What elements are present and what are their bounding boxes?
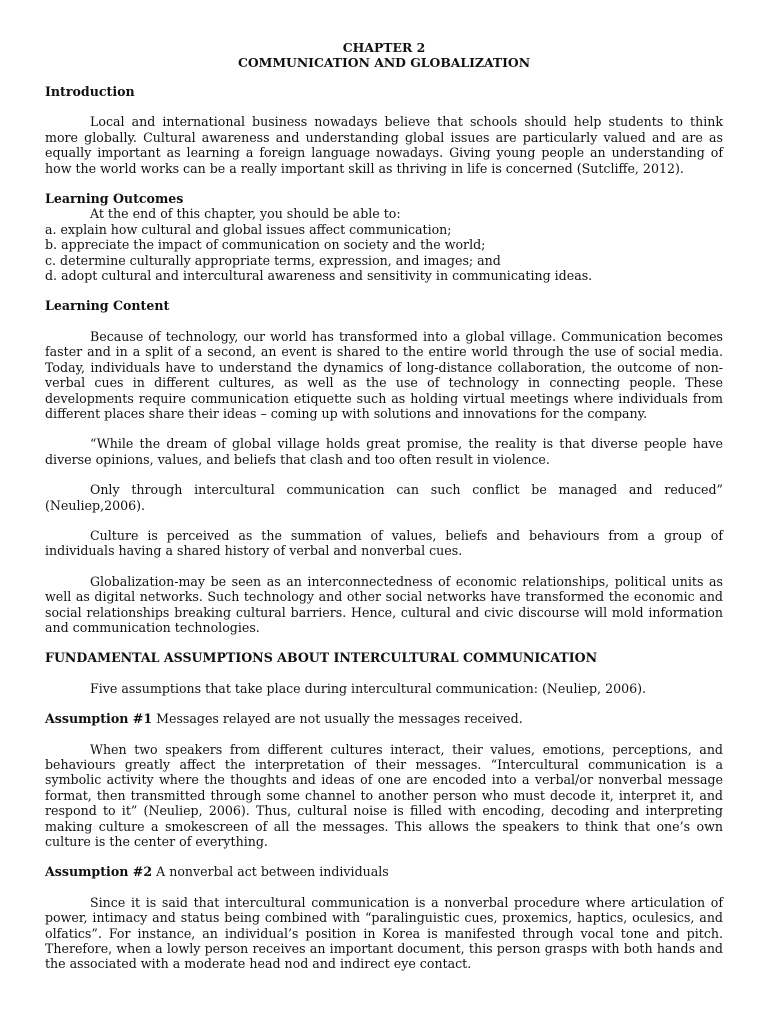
introduction-heading: Introduction xyxy=(45,84,135,99)
learning-outcomes-heading: Learning Outcomes xyxy=(45,191,184,207)
assumption-1-line xyxy=(45,711,723,726)
introduction-paragraph: Local and international business nowadays believe that schools should help students to think more globally. Cultural awareness and understanding global issues are particularly valued and are as equally important as learning a foreign language nowadays. Giving young people an understanding of how the world works can be a really important skill as thriving in life is concerned (Sutcliffe, 2012). xyxy=(45,114,723,176)
outcome-item-c: c. determine culturally appropriate terms, expression, and images; and xyxy=(45,252,501,268)
assumption-2-title: A nonverbal act between individuals xyxy=(152,864,389,880)
content-paragraph-intercultural: Only through intercultural communication can such conflict be managed and reduced” (Neuliep,2006). xyxy=(45,482,723,513)
content-paragraph-globalization: Globalization-may be seen as an interconnectedness of economic relationships, political units as well as digital networks. Such technology and other social networks have transformed the economic and social relationships breaking cultural barriers. Hence, cultural and civic discourse will mold information and communication technologies. xyxy=(45,573,723,635)
fundamental-assumptions-heading: FUNDAMENTAL ASSUMPTIONS ABOUT INTERCULTURAL COMMUNICATION xyxy=(45,650,598,666)
outcome-item-d: d. adopt cultural and intercultural awareness and sensitivity in communicating ideas. xyxy=(45,268,593,284)
outcome-item-a: a. explain how cultural and global issues affect communication; xyxy=(45,221,452,237)
content-paragraph-culture: Culture is perceived as the summation of values, beliefs and behaviours from a group of individuals having a shared history of verbal and nonverbal cues. xyxy=(45,527,723,559)
content-paragraph-global-village: “While the dream of global village holds great promise, the reality is that diverse people have diverse opinions, values, and beliefs that clash and too often result in violence. xyxy=(45,436,723,467)
learning-content-heading: Learning Content xyxy=(45,298,170,314)
assumption-1-body: When two speakers from different cultures interact, their values, emotions, perceptions, and behaviours greatly affect the interpretation of their messages. “Intercultural communication is a symbolic activity where the thoughts and ideas of one are encoded into a verbal/or nonverbal message format, then transmitted through some channel to another person who must decode it, interpret it, and respond to it” (Neuliep, 2006). Thus, cultural noise is filled with encoding, decoding and interpreting making culture a smokescreen of all the messages. This allows the speakers to think that one’s own culture is the center of everything. xyxy=(45,741,723,850)
assumption-1-title: Messages relayed are not usually the messages received. xyxy=(152,711,523,727)
learning-outcomes-lead: At the end of this chapter, you should be able to: xyxy=(90,206,401,222)
assumptions-intro: Five assumptions that take place during intercultural communication: (Neuliep, 2006). xyxy=(90,680,647,696)
chapter-title: COMMUNICATION AND GLOBALIZATION xyxy=(237,55,531,70)
assumption-1-label: Assumption #1 xyxy=(45,711,153,727)
chapter-number: CHAPTER 2 xyxy=(342,40,426,55)
assumption-2-line xyxy=(45,864,723,879)
document-page xyxy=(45,40,723,972)
assumption-2-label: Assumption #2 xyxy=(45,864,153,880)
outcome-item-b: b. appreciate the impact of communication on society and the world; xyxy=(45,237,486,253)
assumption-2-body: Since it is said that intercultural communication is a nonverbal procedure where articulation of power, intimacy and status being combined with “paralinguistic cues, proxemics, haptics, oculesics, and olfatics”. For instance, an individual’s position in Korea is manifested through vocal tone and pitch. Therefore, when a lowly person receives an important document, this person grasps with both hands and the associated with a moderate head nod and indirect eye contact. xyxy=(45,894,723,972)
content-paragraph-technology: Because of technology, our world has transformed into a global village. Communication becomes faster and in a split of a second, an event is shared to the entire world through the use of social media. Today, individuals have to understand the dynamics of long-distance collaboration, the outcome of non-verbal cues in different cultures, as well as the use of technology in connecting people. These developments require communication etiquette such as holding virtual meetings where individuals from different places share their ideas – coming up with solutions and innovations for the company. xyxy=(45,328,723,421)
